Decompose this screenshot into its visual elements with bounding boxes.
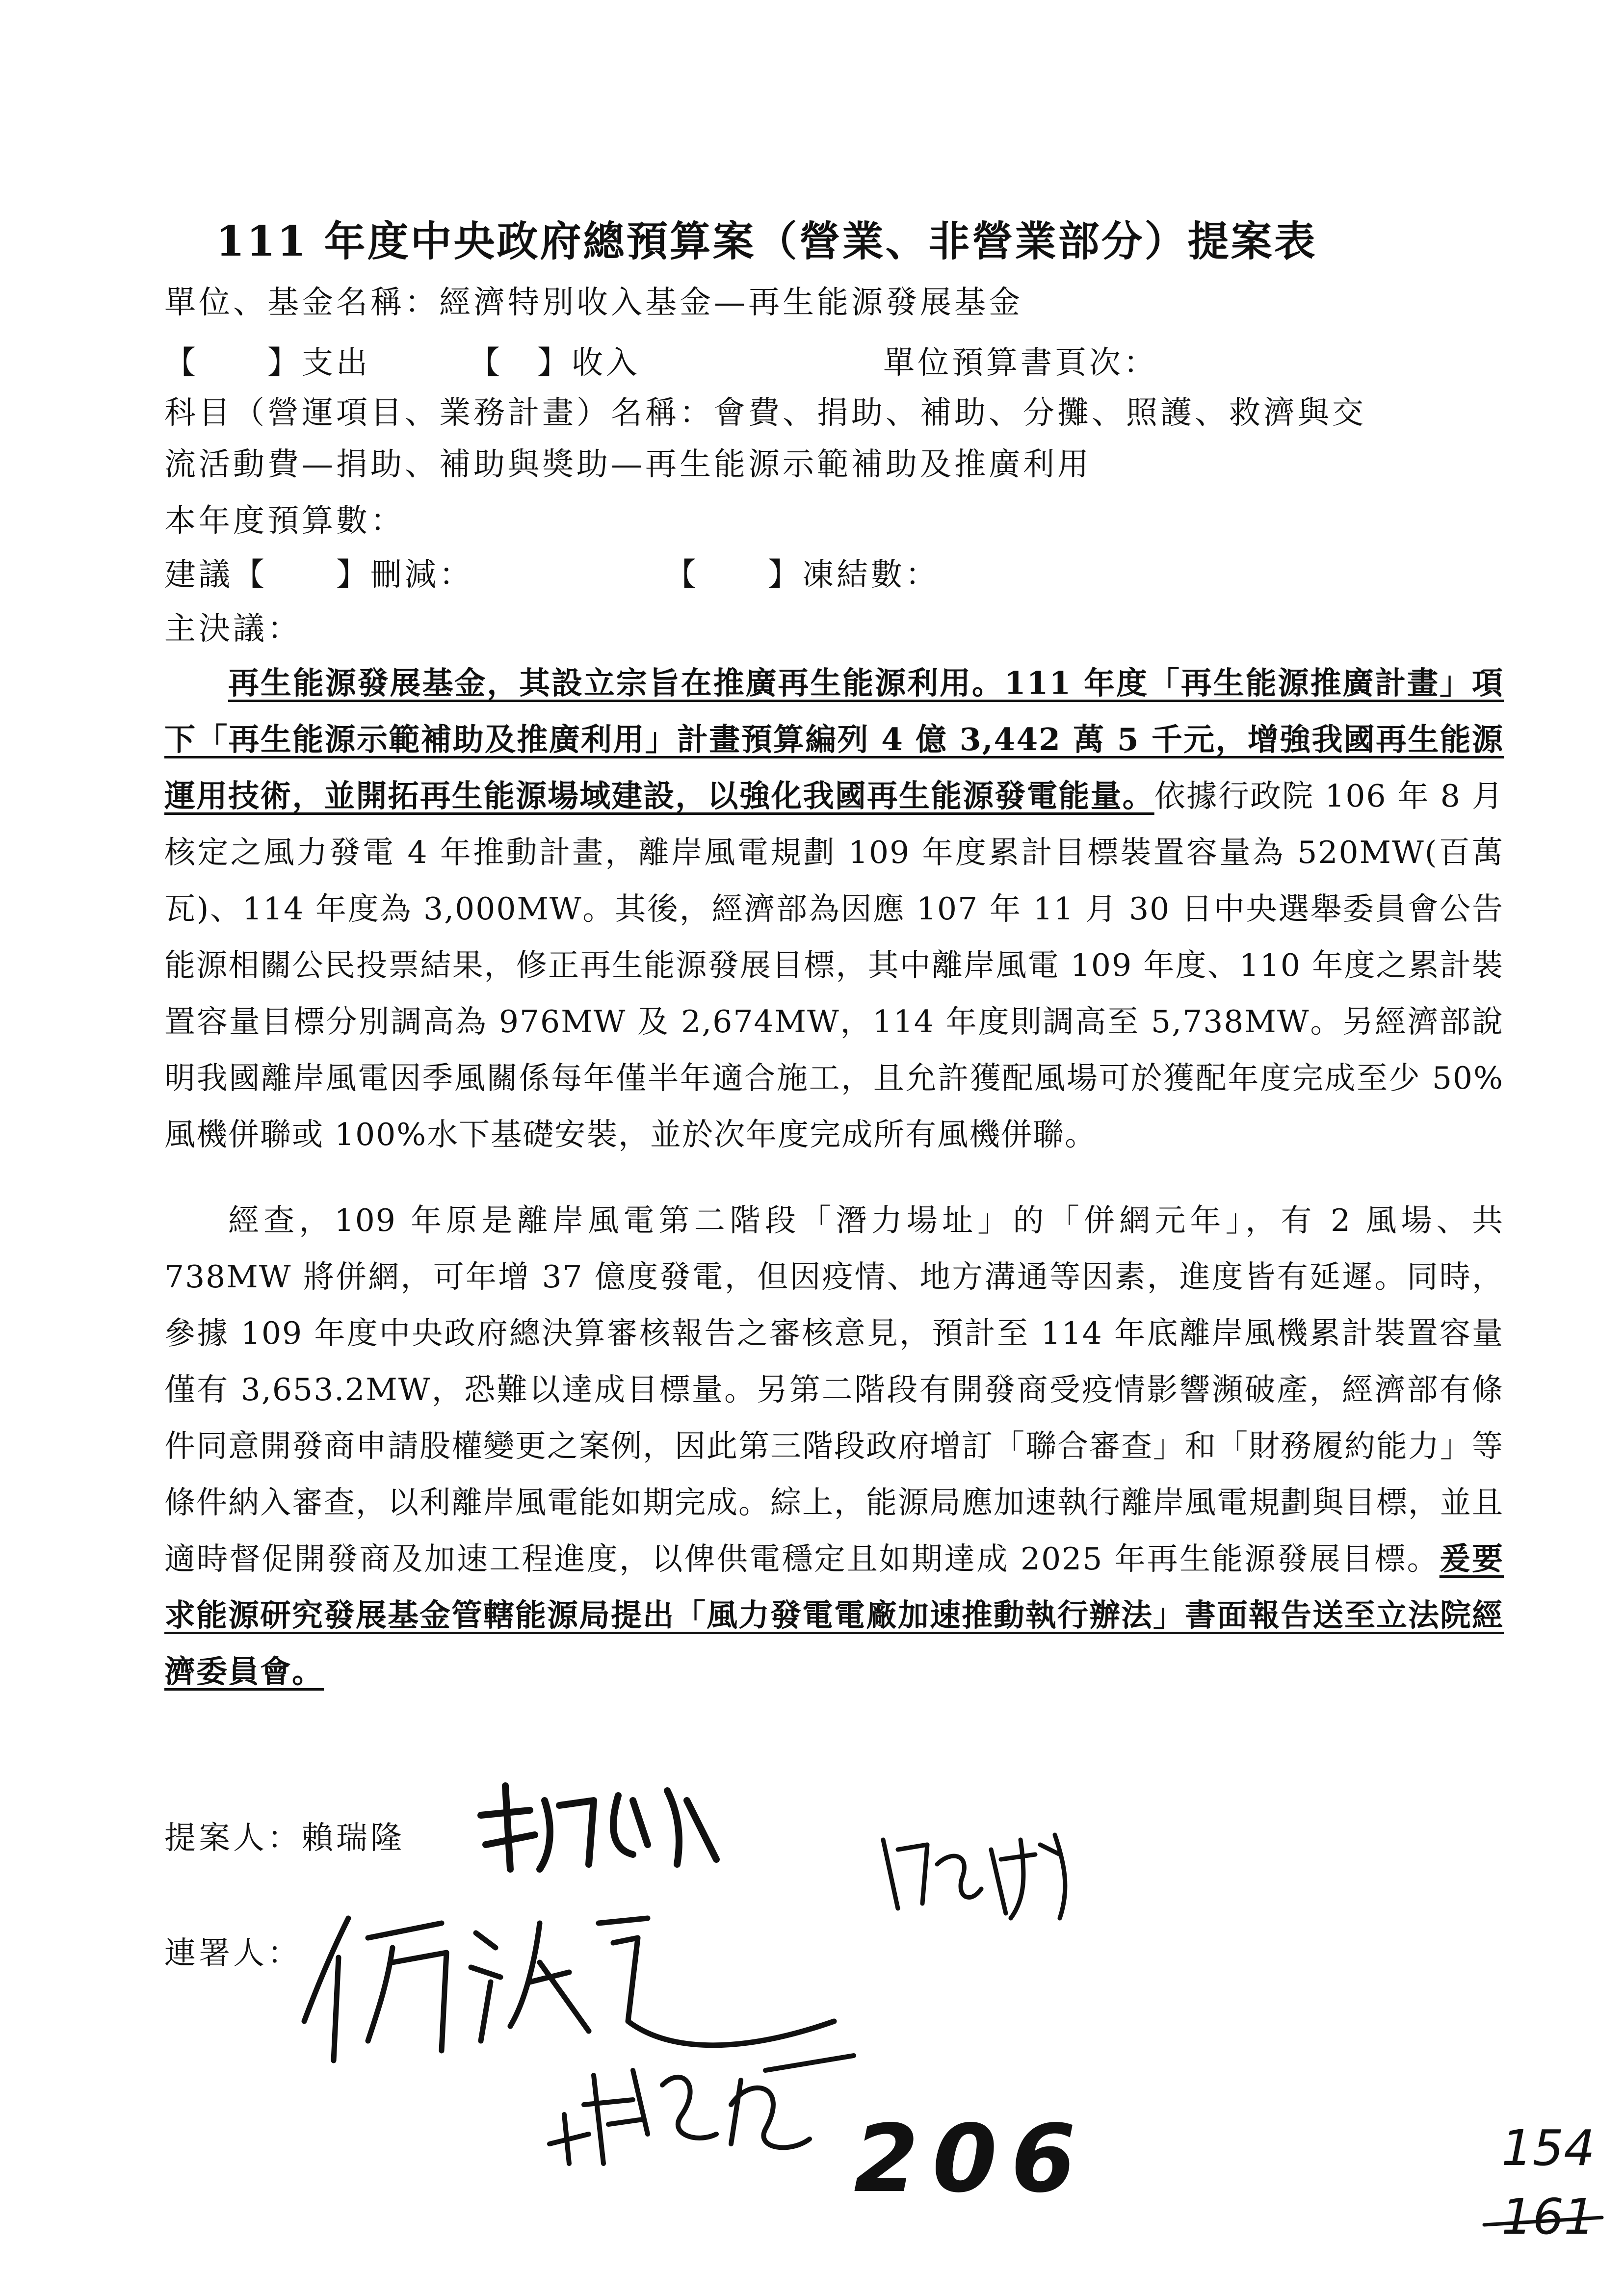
- handwritten-number: 206: [854, 2105, 1090, 2213]
- cosigner-label: 連署人：: [164, 1935, 302, 1972]
- paragraph-2-highlight: 爰要求能源研究發展基金管轄能源局提出「風力發電電廠加速推動執行辦法」書面報告送至立法院經濟委員會。: [164, 1540, 1504, 1690]
- page-number-new: 154: [1501, 2119, 1595, 2177]
- proposer-signature: [471, 1771, 726, 1879]
- paragraph-2-body: 經查，109 年原是離岸風電第二階段「潛力場址」的「併網元年」，有 2 風場、共 738MW 將併網，可年增 37 億度發電，但因疫情、地方溝通等因素，進度皆有延遲。同時，參據 109 年度中央政府總決算審核報告之審核意見，預計至 114 年底離岸風機累計裝置容量僅有 3,653.2MW，恐難以達成目標量。另第二階段有開發商受疫情影響瀕破產，經濟部有條件同意開發商申請股權變更之案例，因此第三階段政府增訂「聯合審查」和「財務履約能力」等條件納入審查，以利離岸風電能如期完成。綜上，能源局應加速執行離岸風電規劃與目標，並且適時督促開發商及加速工程進度，以俾供電穩定且如期達成 2025 年再生能源發展目標。: [164, 1202, 1504, 1577]
- subject-line-1: 科目（營運項目、業務計畫）名稱：會費、捐助、補助、分攤、照護、救濟與交: [164, 395, 1366, 431]
- cosigner-signature-1: [878, 1820, 1084, 1928]
- proposer-label: 提案人：賴瑞隆: [164, 1820, 405, 1856]
- paragraph-1-body: 依據行政院 106 年 8 月核定之風力發電 4 年推動計畫，離岸風電規劃 109 年度累計目標裝置容量為 520MW(百萬瓦)、114 年度為 3,000MW。其後，經濟部為因應 107 年 11 月 30 日中央選舉委員會公告能源相關公民投票結果，修正再生能源發展目標，其中離岸風電 109 年度、110 年度之累計裝置容量目標分別調高為 976MW 及 2,674MW，114 年度則調高至 5,738MW。另經濟部說明我國離岸風電因季風關係每年僅半年適合施工，且允許獲配風場可於獲配年度完成至少 50%風機併聯或 100%水下基礎安裝，並於次年度完成所有風機併聯。: [164, 778, 1504, 1152]
- income-label: 【 】收入: [469, 345, 640, 381]
- unit-fund-name: 單位、基金名稱：經濟特別收入基金—再生能源發展基金: [164, 285, 1023, 321]
- resolution-paragraph-2: [164, 1192, 1504, 1700]
- paragraph-1-highlight: 再生能源發展基金，其設立宗旨在推廣再生能源利用。111 年度「再生能源推廣計畫」項下「再生能源示範補助及推廣利用」計畫預算編列 4 億 3,442 萬 5 千元，增強我國再生能源運用技術，並開拓再生能源場域建設，以強化我國再生能源發電能量。: [164, 665, 1504, 814]
- subject-line-2: 流活動費—捐助、補助與獎助—再生能源示範補助及推廣利用: [164, 446, 1092, 483]
- page-title: 111 年度中央政府總預算案（營業、非營業部分）提案表: [216, 217, 1317, 265]
- cosigner-signature-3: [535, 2046, 868, 2173]
- freeze-label: 【 】凍結數：: [665, 557, 940, 593]
- page-number-old: 161: [1501, 2188, 1595, 2245]
- suggest-cut-label: 建議【 】刪減：: [164, 557, 473, 593]
- budget-page-label: 單位預算書頁次：: [883, 345, 1158, 381]
- resolution-paragraph-1: [164, 655, 1504, 1163]
- main-resolution-label: 主決議：: [164, 611, 302, 647]
- current-budget-label: 本年度預算數：: [164, 503, 405, 539]
- expense-label: 【 】支出: [164, 345, 370, 381]
- strikethrough-mark: [1482, 2208, 1604, 2237]
- cosigner-signature-2: [294, 1904, 844, 2065]
